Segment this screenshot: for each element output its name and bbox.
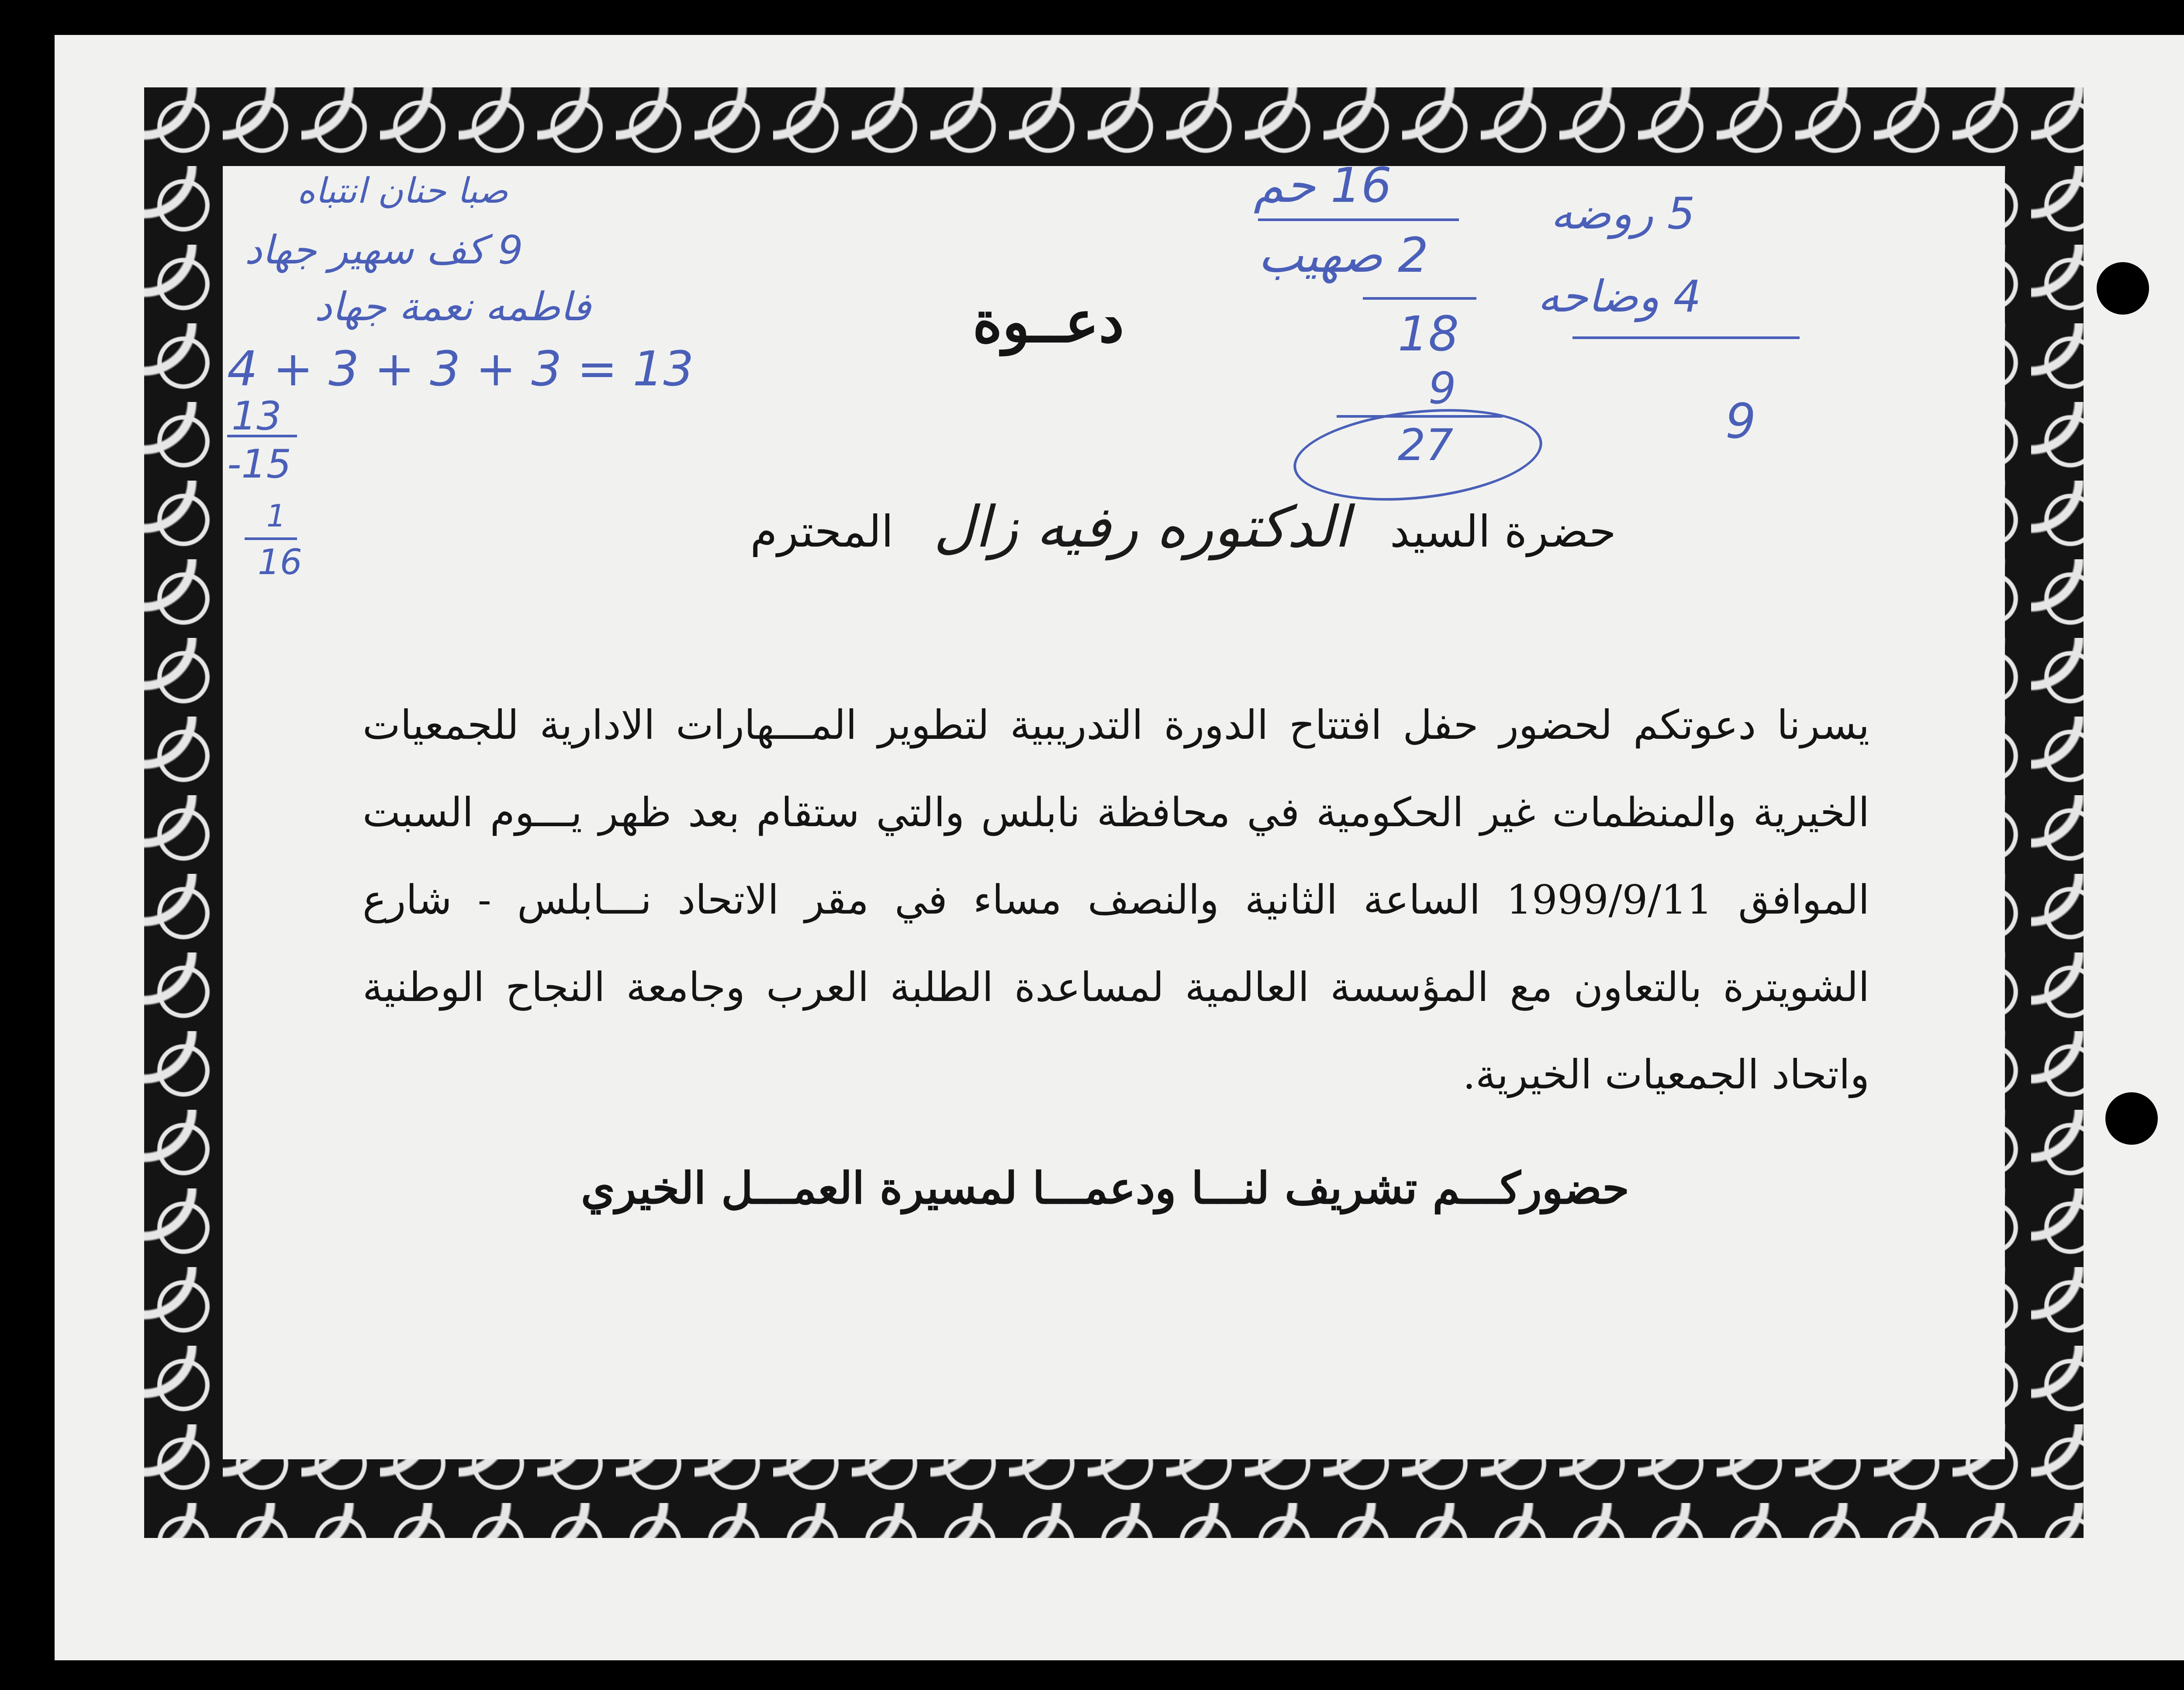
note-right-line1: 5 روضه — [1551, 188, 1695, 239]
note-mid-rule-1 — [1258, 218, 1459, 221]
note-mid-line4: 9 — [1428, 363, 1456, 414]
note-mid-line5: 27 — [1398, 419, 1454, 471]
note-calc-b: -15 — [227, 441, 291, 487]
note-names-line3: فاطمه نعمة جهاد — [314, 284, 591, 330]
note-right-line3: 9 — [1725, 393, 1756, 449]
addressee-handwritten-name: الدكتوره رفيه زال — [933, 494, 1350, 560]
note-mid-line3: 18 — [1398, 306, 1459, 362]
note-names-line2: 9 كف سهير جهاد — [245, 227, 523, 273]
note-calc-a: 13 — [232, 393, 282, 439]
addressee-line — [568, 494, 1616, 560]
note-mid-rule-2 — [1363, 297, 1476, 300]
addressee-suffix: المحترم — [750, 506, 894, 557]
punch-hole-top — [2097, 262, 2149, 315]
punch-hole-bottom — [2105, 1092, 2158, 1145]
note-sum-line: 4 + 3 + 3 + 3 = 13 — [227, 341, 694, 397]
invitation-title: دعــوة — [972, 288, 1124, 355]
note-calc-rule — [227, 435, 297, 437]
body-paragraph: يسرنا دعوتكم لحضور حفل افتتاح الدورة التدريبية لتطوير المـــهارات الادارية للجمعيات الخيرية والمنظمات غير الحكومية في محافظة نابلس والتي ستقام بعد ظهر يـــوم السبت الموافق 1999/9/11 الساعة الثانية والنصف مساء في مقر الاتحاد نـــابلس - شارع الشويترة بالتعاون مع المؤسسة العالمية لمساعدة الطلبة العرب وجامعة النجاح الوطنية واتحاد الجمعيات الخيرية. — [363, 702, 1870, 1098]
note-mid-line2: 2 صهيب — [1258, 227, 1429, 283]
addressee-prefix: حضرة السيد — [1389, 506, 1616, 557]
note-right-line2: 4 وضاحه — [1538, 271, 1701, 322]
closing-line: حضوركـــم تشريف لنـــا ودعمـــا لمسيرة العمـــل الخيري — [581, 1162, 1630, 1214]
note-mid-line1: 16 حم — [1254, 157, 1392, 213]
note-calc-c: 1 — [266, 498, 286, 534]
note-right-rule — [1572, 336, 1800, 339]
note-calc-rule-2 — [245, 537, 297, 540]
note-calc-d: 16 — [258, 542, 302, 582]
invitation-body — [363, 682, 1870, 1119]
note-names-line1: صبا حنان انتباه — [297, 170, 508, 211]
